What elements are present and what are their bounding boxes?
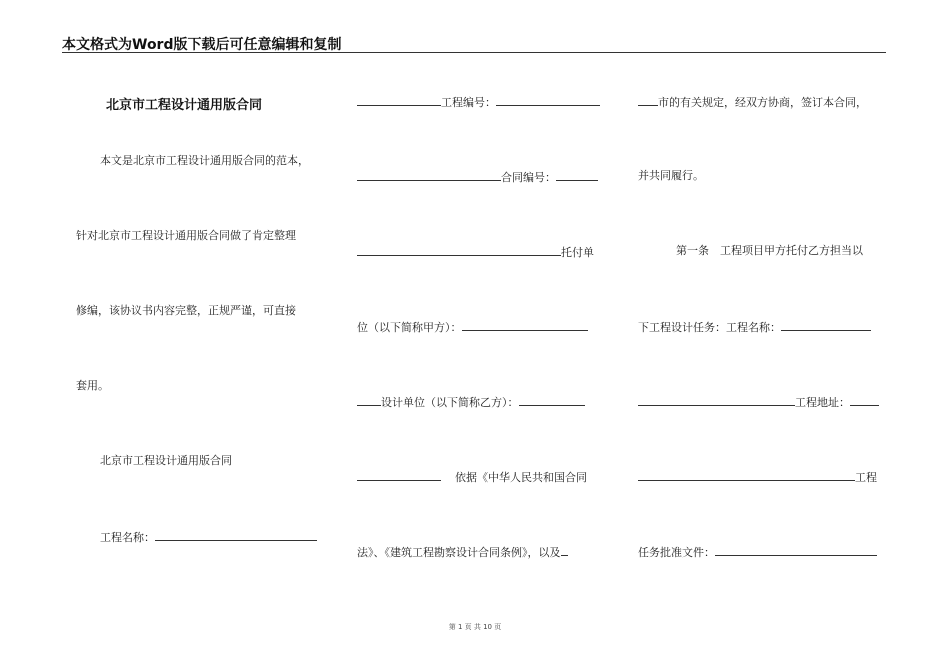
site-blank [850, 394, 879, 406]
intro-line-4: 套用。 [76, 379, 109, 392]
client-blank [357, 244, 561, 256]
intro-line-1: 本文是北京市工程设计通用版合同的范本， [100, 154, 309, 167]
project-label: 工程 [855, 471, 877, 484]
project-no-row [357, 94, 600, 110]
task-row [638, 319, 871, 335]
party-b-label: 设计单位（以下简称乙方）： [381, 396, 519, 409]
blank [561, 544, 568, 556]
blank [357, 94, 441, 106]
basis-row [357, 469, 587, 485]
party-a-label: 位（以下简称甲方）： [357, 321, 462, 334]
contract-no-blank [556, 169, 598, 181]
site-row [638, 394, 879, 410]
blank [638, 394, 795, 406]
approval-label: 任务批准文件： [638, 546, 715, 559]
approval-row [638, 544, 877, 560]
project-no-blank [496, 94, 600, 106]
approval-blank [715, 544, 877, 556]
document-title: 北京市工程设计通用版合同 [106, 98, 263, 113]
contract-no-label: 合同编号： [501, 171, 556, 184]
project-row [638, 469, 877, 485]
task-name-blank [781, 319, 871, 331]
blank [357, 394, 381, 406]
contract-no-row [357, 169, 598, 185]
page-footer: 第 1 页 共 10 页 [448, 623, 502, 631]
blank [638, 94, 658, 106]
law-row [357, 544, 568, 560]
blank [357, 469, 441, 481]
party-b-blank [519, 394, 585, 406]
project-name-label: 工程名称： [100, 531, 155, 544]
client-label: 托付单 [561, 246, 594, 259]
article-1: 第一条 工程项目甲方托付乙方担当以 [676, 244, 863, 257]
basis-label: 依据《中华人民共和国合同 [455, 471, 587, 484]
city-rules-row [638, 94, 867, 110]
intro-line-2: 针对北京市工程设计通用版合同做了肯定整理 [76, 229, 296, 242]
intro-line-3: 修编，该协议书内容完整，正规严谨，可直接 [76, 304, 296, 317]
project-name-row [100, 529, 317, 545]
task-label: 下工程设计任务：工程名称： [638, 321, 781, 334]
site-label: 工程地址： [795, 396, 850, 409]
party-a-blank [462, 319, 588, 331]
city-rules: 市的有关规定，经双方协商，签订本合同， [658, 96, 867, 109]
party-b-row [357, 394, 585, 410]
law-line: 法》、《建筑工程勘察设计合同条例》，以及 [357, 546, 561, 559]
contract-subtitle: 北京市工程设计通用版合同 [100, 454, 232, 467]
project-no-label: 工程编号： [441, 96, 496, 109]
blank [638, 469, 855, 481]
blank [357, 169, 501, 181]
comply-line: 并共同履行。 [638, 169, 704, 182]
header-divider [62, 52, 886, 53]
party-a-row [357, 319, 588, 335]
client-row [357, 244, 594, 260]
document-header: 本文格式为Word版下载后可任意编辑和复制 [62, 37, 342, 53]
project-name-blank [155, 529, 317, 541]
